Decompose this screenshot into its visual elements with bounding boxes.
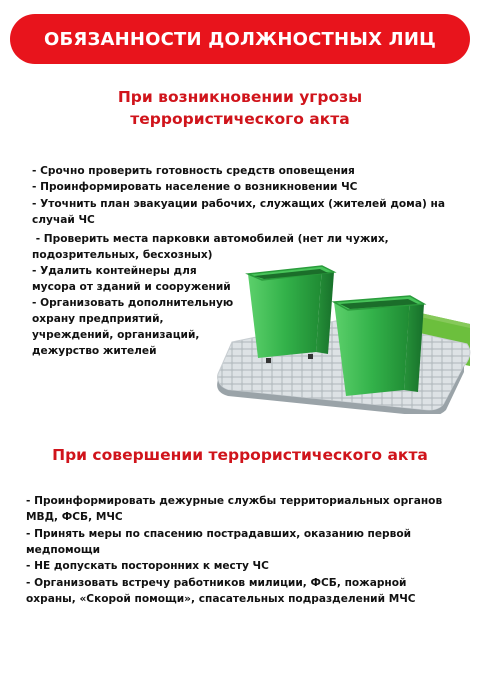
list-item: медпомощи <box>26 544 101 556</box>
page-title: ОБЯЗАННОСТИ ДОЛЖНОСТНЫХ ЛИЦ <box>44 28 436 50</box>
list-item: - Уточнить план эвакуации рабочих, служащих (жителей дома) на <box>32 198 445 210</box>
section-threat-heading <box>0 86 480 130</box>
title-banner <box>10 14 470 64</box>
list-item: - Организовать дополнительную <box>32 297 234 309</box>
list-item: - Организовать встречу работников милиции, ФСБ, пожарной <box>26 577 407 589</box>
container-left <box>248 266 334 363</box>
list-item: охраны, «Скорой помощи», спасательных подразделений МЧС <box>26 593 416 605</box>
list-item: - НЕ допускать посторонних к месту ЧС <box>26 560 269 572</box>
section-threat-heading-line1: При возникновении угрозы <box>117 88 363 106</box>
list-item: - Принять меры по спасению пострадавших, оказанию первой <box>26 528 412 540</box>
list-item: МВД, ФСБ, МЧС <box>26 511 123 523</box>
list-item: случай ЧС <box>32 214 95 226</box>
list-item: - Срочно проверить готовность средств оповещения <box>32 165 355 177</box>
list-item: - Удалить контейнеры для <box>32 265 197 277</box>
list-item: учреждений, организаций, <box>32 329 200 341</box>
container-right <box>334 296 424 396</box>
section-act-heading: При совершении террористического акта <box>52 446 428 464</box>
list-item: мусора от зданий и сооружений <box>32 281 231 293</box>
section-threat-heading-line2: террористического акта <box>130 110 350 128</box>
list-item: - Проинформировать население о возникновении ЧС <box>32 181 358 193</box>
trash-containers-icon <box>212 258 474 414</box>
list-item: дежурство жителей <box>32 345 157 357</box>
list-item: подозрительных, бесхозных) <box>32 249 213 261</box>
list-item: - Проверить места парковки автомобилей (нет ли чужих, <box>32 233 389 245</box>
list-item: - Проинформировать дежурные службы территориальных органов <box>26 495 443 507</box>
list-item: охрану предприятий, <box>32 313 164 325</box>
